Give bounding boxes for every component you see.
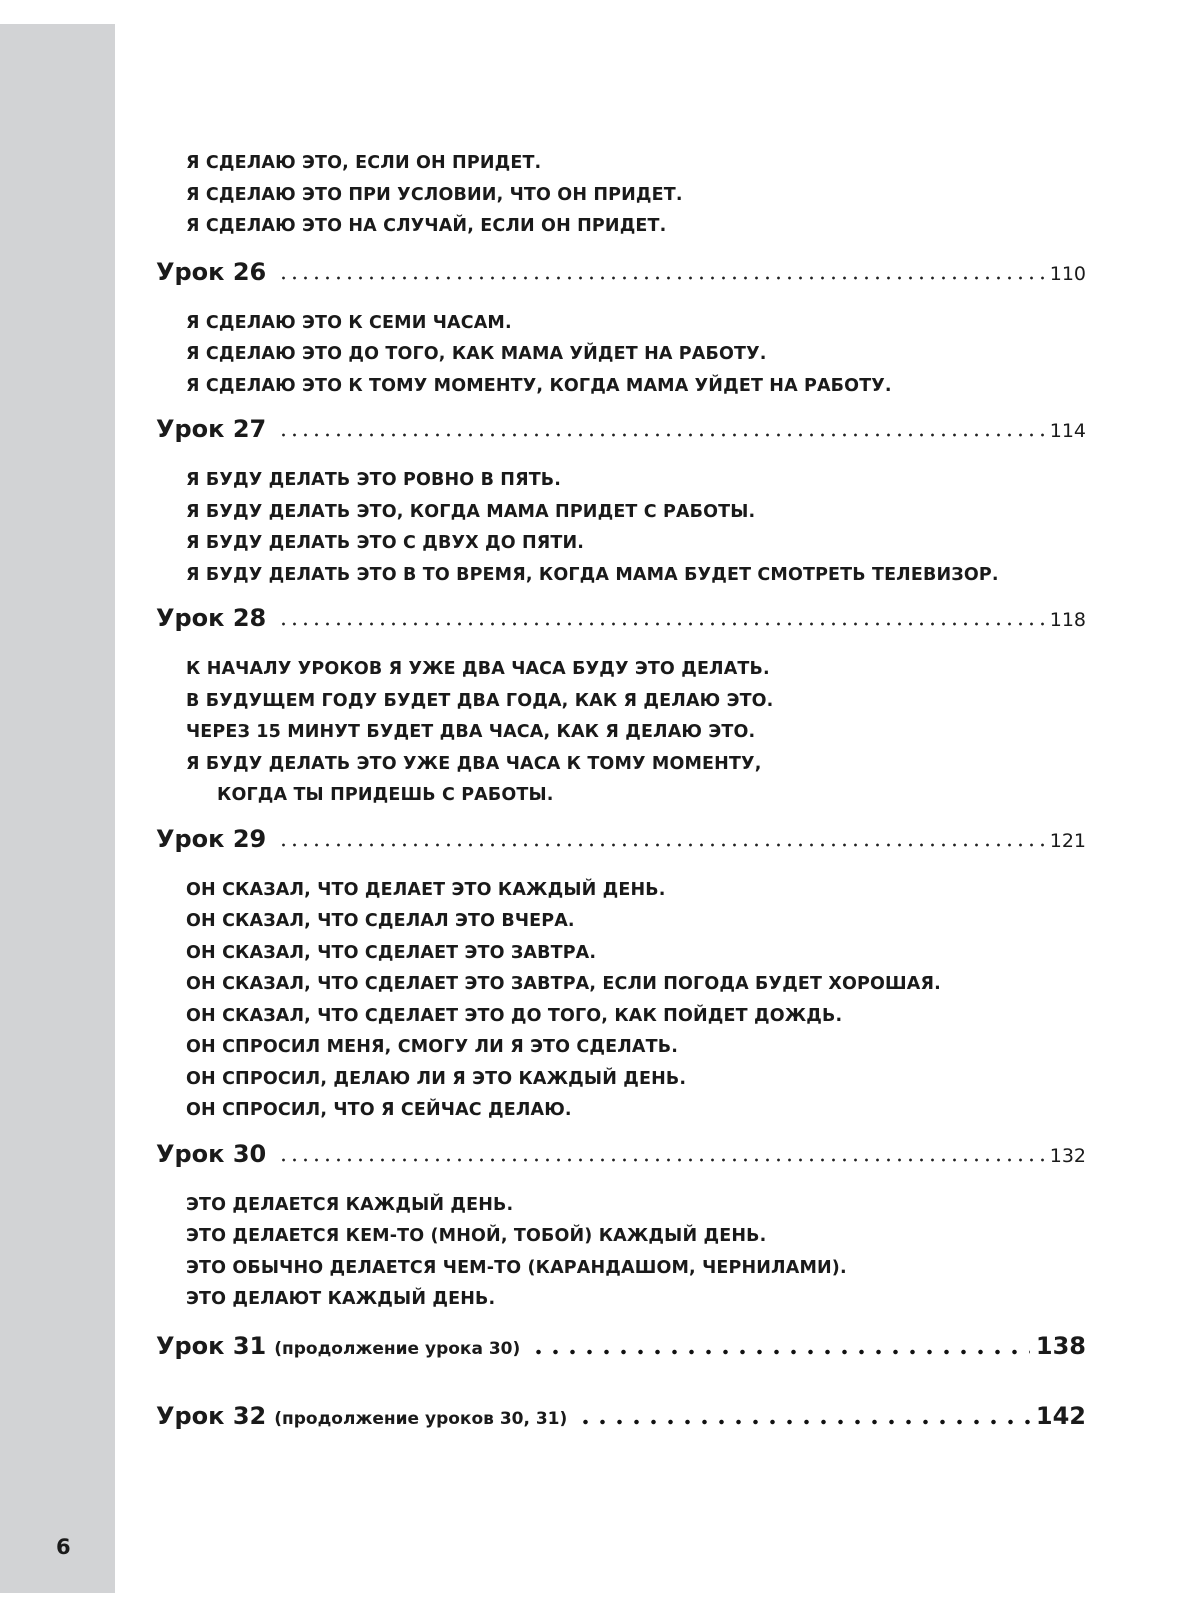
lesson-page-number: 142 <box>1035 1401 1086 1430</box>
toc-line: Я БУДУ ДЕЛАТЬ ЭТО УЖЕ ДВА ЧАСА К ТОМУ МОМЕНТУ, <box>186 753 762 774</box>
toc-line: ЭТО ДЕЛАЕТСЯ КАЖДЫЙ ДЕНЬ. <box>186 1194 514 1215</box>
lesson-title: Урок 32 <box>156 1401 267 1430</box>
toc-line: ЭТО ОБЫЧНО ДЕЛАЕТСЯ ЧЕМ-ТО (КАРАНДАШОМ, ЧЕРНИЛАМИ). <box>186 1257 847 1278</box>
toc-line-continuation: КОГДА ТЫ ПРИДЕШЬ С РАБОТЫ. <box>217 785 554 805</box>
table-of-contents <box>156 148 1086 1432</box>
toc-line: ОН СКАЗАЛ, ЧТО СДЕЛАЕТ ЭТО ЗАВТРА. <box>186 942 597 963</box>
lesson-title: Урок 27 <box>156 415 267 443</box>
dot-leader <box>278 621 1044 627</box>
lesson-29-heading[interactable] <box>156 823 1086 855</box>
lesson-page-number: 132 <box>1049 1144 1086 1167</box>
lesson-title: Урок 30 <box>156 1139 267 1168</box>
toc-line: Я СДЕЛАЮ ЭТО ПРИ УСЛОВИИ, ЧТО ОН ПРИДЕТ. <box>186 184 683 205</box>
toc-line: ОН СПРОСИЛ МЕНЯ, СМОГУ ЛИ Я ЭТО СДЕЛАТЬ. <box>186 1037 679 1057</box>
lesson-page-number: 110 <box>1049 262 1086 285</box>
lesson-26-heading[interactable] <box>156 256 1086 288</box>
lesson-subtitle: (продолжение уроков 30, 31) <box>274 1408 568 1429</box>
toc-line: Я СДЕЛАЮ ЭТО ДО ТОГО, КАК МАМА УЙДЕТ НА РАБОТУ. <box>186 344 767 364</box>
dot-leader <box>278 842 1044 848</box>
toc-line: ЭТО ДЕЛАЮТ КАЖДЫЙ ДЕНЬ. <box>186 1289 496 1309</box>
toc-line: ЧЕРЕЗ 15 МИНУТ БУДЕТ ДВА ЧАСА, КАК Я ДЕЛАЮ ЭТО. <box>186 722 756 742</box>
lesson-page-number: 114 <box>1049 420 1086 442</box>
page-margin-strip <box>0 24 115 1593</box>
toc-line: ОН СКАЗАЛ, ЧТО СДЕЛАЕТ ЭТО ДО ТОГО, КАК ПОЙДЕТ ДОЖДЬ. <box>186 1005 843 1026</box>
lesson-31-heading[interactable] <box>156 1330 1086 1362</box>
toc-line: ОН СКАЗАЛ, ЧТО ДЕЛАЕТ ЭТО КАЖДЫЙ ДЕНЬ. <box>186 879 666 900</box>
lesson-30-heading[interactable] <box>156 1138 1086 1170</box>
lesson-page-number: 118 <box>1049 609 1086 631</box>
dot-leader <box>577 1419 1030 1425</box>
lesson-32-heading[interactable] <box>156 1400 1086 1432</box>
lesson-title: Урок 28 <box>156 604 267 632</box>
toc-line: Я БУДУ ДЕЛАТЬ ЭТО, КОГДА МАМА ПРИДЕТ С РАБОТЫ. <box>186 501 756 522</box>
toc-line: Я СДЕЛАЮ ЭТО К ТОМУ МОМЕНТУ, КОГДА МАМА УЙДЕТ НА РАБОТУ. <box>186 375 892 396</box>
lesson-page-number: 121 <box>1049 829 1086 852</box>
lesson-title: Урок 26 <box>156 257 267 286</box>
toc-line: ЭТО ДЕЛАЕТСЯ КЕМ-ТО (МНОЙ, ТОБОЙ) КАЖДЫЙ ДЕНЬ. <box>186 1226 767 1246</box>
toc-line: Я СДЕЛАЮ ЭТО, ЕСЛИ ОН ПРИДЕТ. <box>186 153 542 173</box>
toc-line: Я СДЕЛАЮ ЭТО НА СЛУЧАЙ, ЕСЛИ ОН ПРИДЕТ. <box>186 216 667 236</box>
lesson-title: Урок 31 <box>156 1331 267 1360</box>
toc-line: В БУДУЩЕМ ГОДУ БУДЕТ ДВА ГОДА, КАК Я ДЕЛАЮ ЭТО. <box>186 690 774 711</box>
lesson-28-heading[interactable] <box>156 602 1086 634</box>
lesson-page-number: 138 <box>1035 1331 1086 1360</box>
toc-line: ОН СКАЗАЛ, ЧТО СДЕЛАЛ ЭТО ВЧЕРА. <box>186 911 575 931</box>
page-number: 6 <box>56 1535 71 1559</box>
toc-line: Я БУДУ ДЕЛАТЬ ЭТО РОВНО В ПЯТЬ. <box>186 470 562 490</box>
lesson-subtitle: (продолжение урока 30) <box>274 1338 521 1359</box>
dot-leader <box>278 275 1044 281</box>
toc-line: ОН СКАЗАЛ, ЧТО СДЕЛАЕТ ЭТО ЗАВТРА, ЕСЛИ ПОГОДА БУДЕТ ХОРОШАЯ. <box>186 974 941 994</box>
toc-line: ОН СПРОСИЛ, ДЕЛАЮ ЛИ Я ЭТО КАЖДЫЙ ДЕНЬ. <box>186 1068 687 1089</box>
dot-leader <box>278 432 1044 438</box>
toc-line: Я БУДУ ДЕЛАТЬ ЭТО В ТО ВРЕМЯ, КОГДА МАМА БУДЕТ СМОТРЕТЬ ТЕЛЕВИЗОР. <box>186 564 999 585</box>
intro-section <box>156 148 1086 243</box>
toc-line: К НАЧАЛУ УРОКОВ Я УЖЕ ДВА ЧАСА БУДУ ЭТО ДЕЛАТЬ. <box>186 659 770 679</box>
toc-line: Я СДЕЛАЮ ЭТО К СЕМИ ЧАСАМ. <box>186 312 512 333</box>
dot-leader <box>278 1157 1044 1163</box>
dot-leader <box>530 1349 1030 1355</box>
lesson-title: Урок 29 <box>156 824 267 853</box>
lesson-27-heading[interactable] <box>156 413 1086 445</box>
toc-line: Я БУДУ ДЕЛАТЬ ЭТО С ДВУХ ДО ПЯТИ. <box>186 533 585 553</box>
toc-line: ОН СПРОСИЛ, ЧТО Я СЕЙЧАС ДЕЛАЮ. <box>186 1100 572 1120</box>
